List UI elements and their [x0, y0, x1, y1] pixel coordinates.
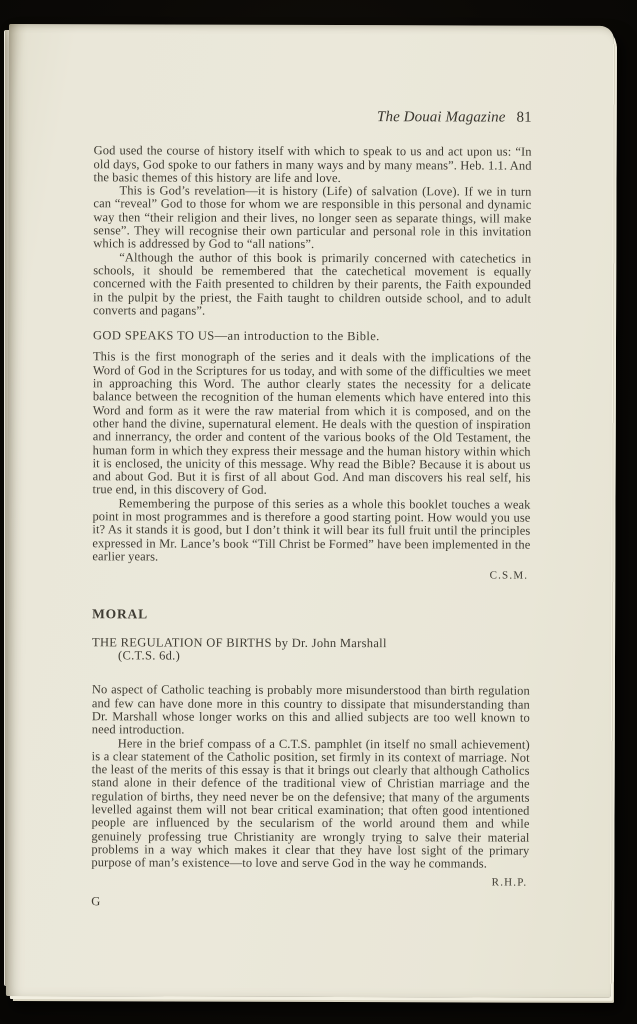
page-content: [91, 110, 532, 910]
intro-block: [93, 145, 532, 319]
running-header: [94, 110, 532, 125]
paragraph: God used the course of history itself with which to speak to us and act upon us: “In old days, God spoke to our fathers in many ways and by many means”. Heb. 1.1. And the basic themes of this history are life and love.: [93, 143, 532, 185]
paragraph: This is God’s revelation—it is history (Life) of salvation (Love). If we in turn can “reveal” God to those for whom we are responsible in this personal and dynamic way then “their religion and their lives, no longer seen as separate things, will make sense”. They will recognise their own particular and personal role in this invitation which is addressed by God to “all nations”.: [93, 183, 532, 252]
review-heading: GOD SPEAKS TO US—an introduction to the Bible.: [93, 328, 380, 344]
review-regulation-of-births: [91, 636, 530, 889]
review-title: [92, 636, 530, 664]
section-heading: MORAL: [92, 605, 148, 621]
review-god-speaks-to-us: [92, 329, 531, 583]
reviewer-initials: R.H.P.: [491, 876, 528, 889]
paragraph: This is the first monograph of the series and it deals with the implications of the Word of God in the Scriptures for us today, and with some of the difficulties we meet in approaching this Word. The author clearly states the necessity for a delicate balance between the recognition of the human elements which have entered into this Word and form as it were the raw material from which it is composed, and on the other hand the divine, supernatural element. He deals with the question of inspiration and innerrancy, the order and content of the various books of the Old Testament, the human form in which they express their message and the human history within which it is enclosed, the unicity of this message. Why read the Bible? Because it is about us and about God. But it is first of all about God. And man discovers his real self, his true end, in this discovery of God.: [92, 349, 531, 498]
printers-signature-mark: G: [91, 894, 101, 909]
review-title-line2: (C.T.S. 6d.): [117, 648, 181, 663]
review-title-line1: THE REGULATION OF BIRTHS by Dr. John Marshall: [92, 635, 387, 650]
paragraph: Here in the brief compass of a C.T.S. pamphlet (in itself no small achievement) is a clear statement of the Catholic position, set firmly in its context of marriage. Not the least of the merits of this essay is that it brings out clearly that although Catholics stand alone in their defence of the traditional view of Christian marriage and the regulation of births, they need never be on the defensive; that many of the arguments levelled against them will not bear critical examination; that often good intentioned people are influenced by the secularism of the world around them and while genuinely professing true Christianity are wrongly trying to salve their material problems in a way which makes it clear that they have lost sight of the primary purpose of man’s existence—to love and serve God in the way he commands.: [91, 735, 530, 871]
paragraph: Remembering the purpose of this series as a whole this booklet touches a weak point in most programmes and is therefore a good starting point. How would you use it? As it stands it is good, but I don’t think it will bear its full fruit until the principles expressed in Mr. Lance’s book “Till Christ be Formed” have been implemented in the earlier years.: [92, 496, 531, 564]
book-page: [6, 24, 614, 998]
paragraph: “Although the author of this book is primarily concerned with catechetics in schools, it should be remembered that the catechetical movement is equally concerned with the Faith presented to children by their parents, the Faith expounded in the pulpit by the priest, the Faith taught to children outside school, and to adult converts and pagans”.: [93, 250, 532, 318]
page-number: 81: [516, 109, 532, 126]
paragraph: No aspect of Catholic teaching is probably more misunderstood than birth regulation and few can have done more in this country to dissipate that misunderstanding than Dr. Marshall whose longer works on this and allied subjects are too well known to need introduction.: [91, 682, 530, 737]
reviewer-initials: C.S.M.: [489, 569, 529, 582]
magazine-title: The Douai Magazine: [377, 109, 506, 126]
review-body: [91, 684, 530, 872]
